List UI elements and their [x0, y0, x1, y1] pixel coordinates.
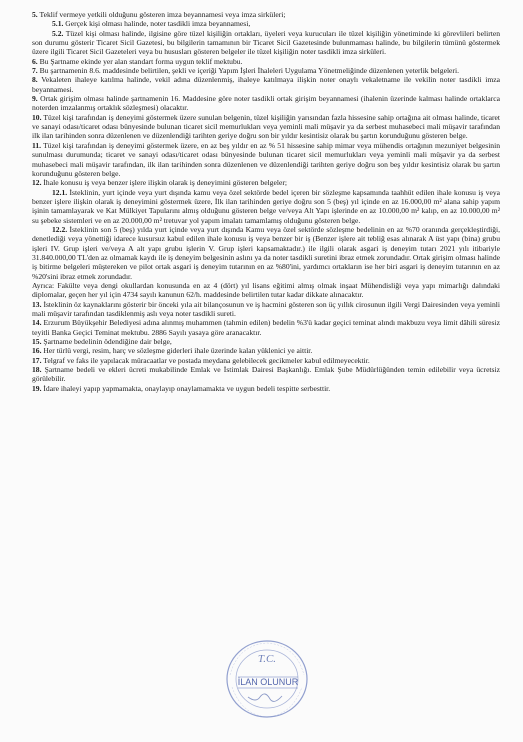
paragraph-12	[32, 178, 500, 187]
paragraph-text: Her türlü vergi, resim, harç ve sözleşme giderleri ihale üzerinde kalan yüklenici ye aittir.	[43, 346, 313, 356]
paragraph-10	[32, 113, 500, 141]
paragraph-19	[32, 384, 500, 393]
document-body	[32, 10, 500, 393]
paragraph-number: 12.	[32, 178, 42, 188]
paragraph-number: 5.	[32, 10, 38, 19]
paragraph-text: Bu Şartname ekinde yer alan standart forma uygun teklif mektubu.	[39, 56, 243, 66]
paragraph-text: Ayrıca: Fakülte veya dengi okullardan konusunda en az 4 (dört) yıl lisans eğitimi almış olmak inşaat Mühendisliği veya yapı mimarlığı dalındaki diplomalar, geçen her yıl için 4734 sayılı kanunun 62/h. maddesinde belirtilen tutar kadar dikkate alınacaktır.	[32, 280, 500, 300]
paragraph-16	[32, 346, 500, 355]
paragraph-6	[32, 57, 500, 66]
paragraph-number: 12.2.	[52, 224, 68, 234]
paragraph-number: 13.	[32, 299, 42, 309]
paragraph-text: Vekaleten ihaleye katılma halinde, vekil adına düzenlenmiş, ihaleye katılmaya ilişkin noter onaylı vekaletname ile vekilin noter tasdikli imza beyannamesi.	[32, 75, 500, 94]
paragraph-11	[32, 141, 500, 178]
stamp-top-text: T.C.	[257, 653, 277, 665]
paragraph-number: 16.	[32, 346, 42, 356]
paragraph-text: Teklif vermeye yetkili olduğunu gösteren imza beyannamesi veya imza sirküleri;	[39, 10, 286, 19]
paragraph-text: Erzurum Büyükşehir Belediyesi adına alınmış muhammen (tahmin edilen) bedelin %3'ü kadar geçici teminat alındı makbuzu veya limit dâhili süresiz teyitli Banka Geçici Teminat mektubu. 2886 Sayılı yasaya göre aranacaktır.	[32, 318, 500, 337]
paragraph-9	[32, 94, 500, 113]
paragraph-text: Telgraf ve faks ile yapılacak müracaatlar ve postada meydana gelebilecek gecikmeler kabul edilmeyecektir.	[43, 355, 370, 365]
paragraph-number: 5.2.	[52, 28, 64, 38]
paragraph-text: Tüzel kişi tarafından iş deneyimi göstermek üzere, en az beş yıldır en az % 51 hissesine sahip mimar veya mühendis ortağının mezuniyet belgesinin sunulması durumunda; ticaret ve sanayi odası/ticaret odası bünyesinde bulunan ticaret sicil memurlukları veya yeminli mali müşavir ya da serbest muhasebeci mali müşavir tarafından, ilk ilan tarihinden sonra düzenlenen ve düzenlendiği tarihten geriye doğru son beş yıldır kesintisiz olarak bu şartın korunduğunu gösteren belge.	[32, 140, 501, 178]
paragraph-7	[32, 66, 500, 75]
paragraph-text: İdare ihaleyi yapıp yapmamakta, onaylayıp onaylamamakta ve uygun bedeli tespitte serbesttir.	[43, 383, 331, 393]
paragraph-text: Bu şartnamenin 8.6. maddesinde belirtilen, şekli ve içeriği Yapım İşleri İhaleleri Uygulama Yönetmeliğinde düzenlenen yeterlik belgeleri.	[39, 66, 459, 76]
paragraph-18	[32, 365, 500, 384]
paragraph-14	[32, 318, 500, 337]
paragraph-number: 7.	[32, 66, 38, 76]
paragraph-17	[32, 356, 500, 365]
paragraph-text: İhale konusu iş veya benzer işlere ilişkin olarak iş deneyimini gösteren belgeler;	[43, 178, 287, 188]
official-stamp	[218, 635, 316, 723]
paragraph-5	[32, 10, 500, 19]
paragraph-number: 12.1.	[52, 187, 68, 197]
paragraph-text: Tüzel kişi olması halinde, ilgisine göre tüzel kişiliğin ortakları, üyeleri veya kurucuları ile tüzel kişiliğin yönetiminde ki görevlileri belirten son durumu gösterir Ticaret Sicil Gazetesi, bu bilgilerin tamamının bir Ticaret Sicil Gazetesinde bulunmaması halinde, bu bilgilerin tümünü göstermek üzere ilgili Ticaret Sicil Gazeteleri veya bu hususları gösteren belgeler ile tüzel kişiliğin noter tasdikli imza sirküleri.	[32, 28, 500, 57]
paragraph-text: Gerçek kişi olması halinde, noter tasdikli imza beyannamesi,	[65, 19, 251, 29]
paragraph-number: 15.	[32, 337, 42, 347]
paragraph-number: 11.	[32, 140, 42, 150]
paragraph-number: 17.	[32, 355, 42, 365]
paragraph-5-1	[32, 19, 500, 28]
paragraph-5-2	[32, 29, 500, 57]
paragraph-number: 5.1.	[52, 19, 64, 29]
stamp-seal-icon	[218, 635, 316, 723]
stamp-center-text: İLAN OLUNUR	[237, 677, 299, 687]
paragraph-8	[32, 75, 500, 94]
paragraph-number: 8.	[32, 75, 38, 85]
paragraph-number: 19.	[32, 383, 42, 393]
paragraph-13	[32, 300, 500, 319]
paragraph-text: İsteklinin son 5 (beş) yılda yurt içinde veya yurt dışında Kamu veya özel sektörde sözleşme bedelinin en az %70 oranında gerçekleştirdiği, denetlediği veya yönettiği idarece kusursuz kabul edilen ihale konusu iş veya benzer bir iş (Benzer işlere ait tebliğ esas alınarak A üst yapı (bina) grubu işleri IV. Grup işleri ve/veya A alt yapı grubu işlerin V. Grup işleri kapsamaktadır.) ile ilgili olarak asgari iş deneyim tutarı 2021 yılı itibariyle 31.840.000,00 TL'den az olmamak kaydı ile iş deneyim belgesinin aslını ya da noter tasdikli suretini ibraz etmek zorundadır. Ortak girişim olması halinde iş bitirme belgeleri müştereken ve pilot ortak asgari iş deneyim tutarının en az %80'ini, yardımcı ortakların ise her biri asgari iş deneyim tutarının en az %20'sini ibraz etmek zorundadır.	[32, 224, 500, 281]
paragraph-number: 6.	[32, 56, 38, 66]
paragraph-number: 10.	[32, 112, 42, 122]
paragraph-12-1	[32, 188, 500, 225]
paragraph-number: 9.	[32, 94, 38, 104]
paragraph-text: İsteklinin öz kaynaklarını gösterir bir önceki yıla ait bilançosunun ve iş hacmini gösteren son üç yıllık cirosunun ilgili Vergi Dairesinden veya yeminli mali müşavir tarafından tasdiklenmiş aslı veya noter tasdikli sureti.	[32, 299, 500, 318]
paragraph-note	[32, 281, 500, 300]
paragraph-text: Şartname bedeli ve ekleri ücreti mukabilinde Emlak ve İstimlak Dairesi Başkanlığı. Emlak Şube Müdürlüğünden temin edilebilir veya ücretsiz görülebilir.	[32, 365, 500, 384]
paragraph-text: Tüzel kişi tarafından iş deneyimi göstermek üzere sunulan belgenin, tüzel kişiliğin yarısından fazla hissesine sahip ortağına ait olması halinde, ticaret ve sanayi odası/ticaret odası bünyesinde bulunan ticaret sicil memurlukları veya yeminli mali müşavir ya da serbest muhasebeci mali müşavir tarafından ilk ilan tarihinden sonra düzenlenen ve düzenlendiği tarihten geriye doğru son bir yıldır kesintisiz olarak bu şartın korunduğunu gösteren belge.	[32, 112, 500, 141]
paragraph-number: 18.	[32, 365, 42, 375]
paragraph-text: Ortak girişim olması halinde şartnamenin 16. Maddesine göre noter tasdikli ortak girişim beyannamesi (ihalenin üzerinde kalması halinde ortaklarca noterden imzalanmış ortaklık sözleşmesi) olacaktır.	[32, 94, 500, 113]
paragraph-12-2	[32, 225, 500, 281]
paragraph-text: İsteklinin, yurt içinde veya yurt dışında kamu veya özel sektörde bedel içeren bir sözleşme kapsamında taahhüt edilen ihale konusu iş veya benzer işlere ilişkin olarak iş deneyimini göstermek üzere, İlk ilan tarihinden geriye doğru son 5 (beş) yıl içinde en az 16.000,00 m² alana sahip yapım işinin tamamlayarak ve Kat Mülkiyet Tapularını almış olduğunu gösteren belge ve/veya Alt Yapı işlerinde en az 10.000,00 m² kalıp, en az 10.000,00 m² su şebeke sistemleri ve en az 20.000,00 m² tretuvar yol yapım imalatı tamamlamış olduğunu gösteren belge.	[32, 187, 500, 225]
paragraph-number: 14.	[32, 318, 42, 328]
paragraph-text: Şartname bedelinin ödendiğine dair belge,	[43, 337, 172, 347]
paragraph-15	[32, 337, 500, 346]
